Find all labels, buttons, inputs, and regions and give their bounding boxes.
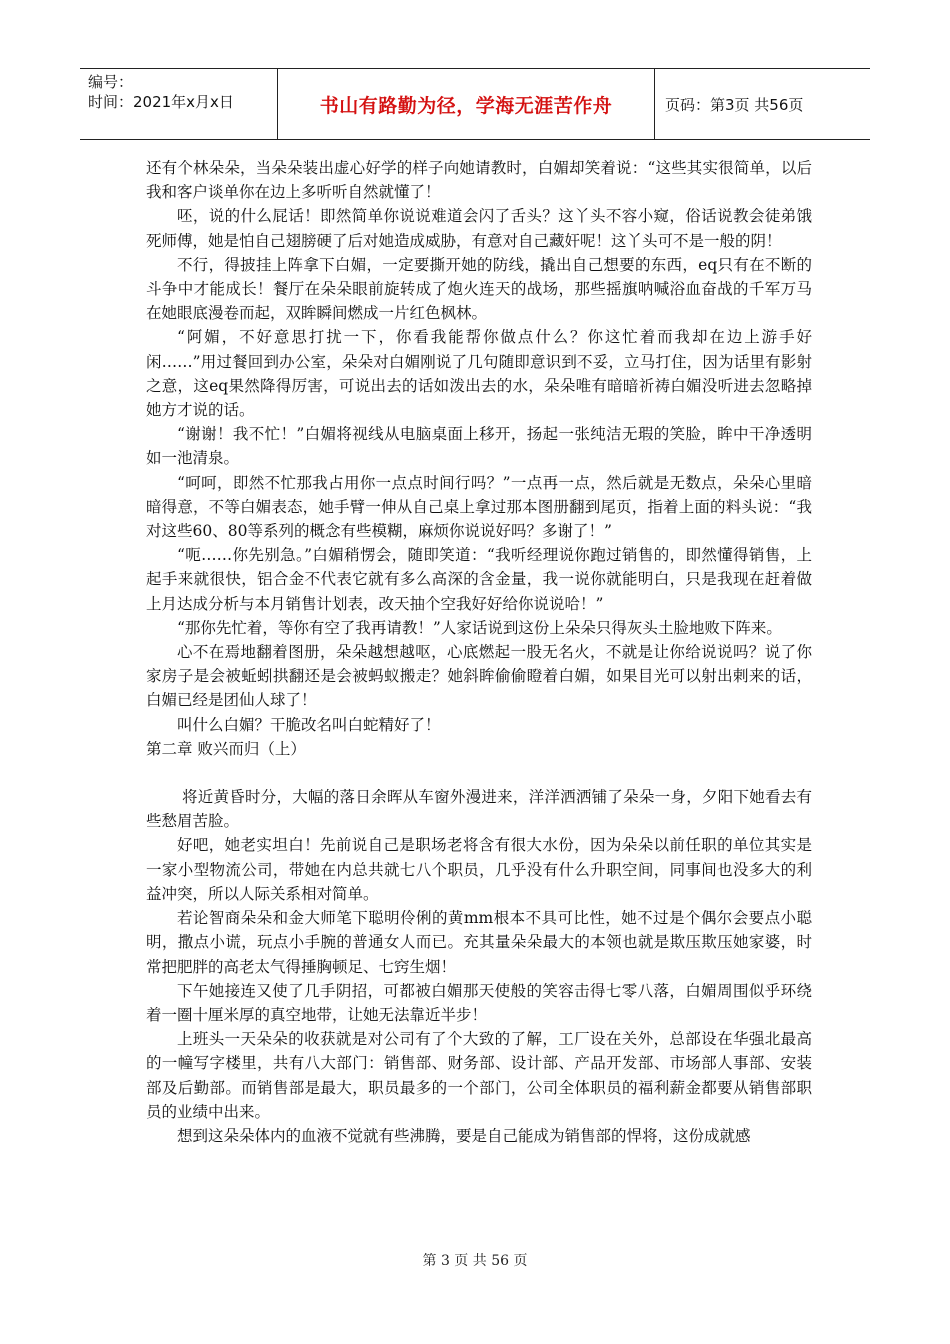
paragraph: 好吧，她老实坦白！先前说自己是职场老将含有很大水份，因为朵朵以前任职的单位其实是一家小型物流公司，带她在内总共就七八个职员，几乎没有什么升职空间，同事间也没多大的利益冲突，所以人际关系相对简单。 (146, 836, 812, 903)
page-footer: 第 3 页 共 56 页 (422, 1253, 528, 1269)
paragraph: 呸，说的什么屁话！即然简单你说说难道会闪了舌头？这丫头不容小窥，俗话说教会徒弟饿死师傅，她是怕自己翅膀硬了后对她造成威胁，有意对自己藏奸呢！这丫头可不是一般的阴！ (146, 207, 812, 250)
document-body (146, 156, 812, 1148)
paragraph: 心不在焉地翻着图册，朵朵越想越呕，心底燃起一股无名火，不就是让你给说说吗？说了你家房子是会被蚯蚓拱翻还是会被蚂蚁搬走？她斜眸偷偷瞪着白媚，如果目光可以射出剌来的话，白媚已经是团仙人球了！ (146, 643, 812, 710)
chapter-heading: 第二章 败兴而归（上） (146, 739, 306, 758)
paragraph: 若论智商朵朵和金大师笔下聪明伶俐的黄mm根本不具可比性，她不过是个偶尔会要点小聪明，撒点小谎，玩点小手腕的普通女人而已。充其量朵朵最大的本领也就是欺压欺压她家婆，时常把肥胖的高老太气得捶胸顿足、七窍生烟！ (146, 909, 812, 976)
page-header (80, 68, 870, 140)
paragraph: 下午她接连又使了几手阴招，可都被白媚那天使般的笑容击得七零八落，白媚周围似乎环绕着一圈十厘米厚的真空地带，让她无法靠近半步！ (146, 981, 812, 1024)
paragraph: “呵呵，即然不忙那我占用你一点点时间行吗？”一点再一点，然后就是无数点，朵朵心里暗暗得意，不等白媚表态，她手臂一伸从自己桌上拿过那本图册翻到尾页，指着上面的料头说：“我对这些60、80等系列的概念有些模糊，麻烦你说说好吗？多谢了！” (146, 473, 812, 541)
blank-line (146, 761, 812, 785)
paragraph: “谢谢！我不忙！”白媚将视线从电脑桌面上移开，扬起一张纯洁无瑕的笑脸，眸中干净透明如一池清泉。 (146, 425, 812, 468)
paragraph: 想到这朵朵体内的血液不觉就有些沸腾，要是自己能成为销售部的悍将，这份成就感 (177, 1126, 751, 1145)
paragraph: 上班头一天朵朵的收获就是对公司有了个大致的了解，工厂设在关外，总部设在华强北最高的一幢写字楼里，共有八大部门：销售部、财务部、设计部、产品开发部、市场部人事部、安装部及后勤部。而销售部是最大，职员最多的一个部门，公司全体职员的福利薪金都要从销售部职员的业绩中出来。 (146, 1030, 812, 1121)
header-motto: 书山有路勤为径，学海无涯苦作舟 (278, 69, 655, 139)
paragraph: 不行，得披挂上阵拿下白媚，一定要撕开她的防线，撬出自己想要的东西，eq只有在不断的斗争中才能成长！餐厅在朵朵眼前旋转成了炮火连天的战场，那些摇旗呐喊浴血奋战的千军万马在她眼底漫卷而起，双眸瞬间燃成一片红色枫林。 (146, 255, 812, 323)
paragraph: “阿媚，不好意思打扰一下，你看我能帮你做点什么？你这忙着而我却在边上游手好闲……”用过餐回到办公室，朵朵对白媚刚说了几句随即意识到不妥，立马打住，因为话里有影射之意，这eq果然降得厉害，可说出去的话如泼出去的水，朵朵唯有暗暗祈祷白媚没听进去忽略掉她方才说的话。 (146, 328, 812, 420)
paragraph: 将近黄昏时分，大幅的落日余晖从车窗外漫进来，洋洋洒洒铺了朵朵一身，夕阳下她看去有些愁眉苦脸。 (146, 788, 812, 831)
paragraph: 还有个林朵朵，当朵朵装出虚心好学的样子向她请教时，白媚却笑着说：“这些其实很简单，以后我和客户谈单你在边上多听听自然就懂了！ (146, 159, 812, 202)
header-page-number: 页码：第3页 共56页 (665, 95, 804, 114)
paragraph: “呃……你先别急。”白媚稍愣会，随即笑道：“我听经理说你跑过销售的，即然懂得销售，上起手来就很快，铝合金不代表它就有多么高深的含金量，我一说你就能明白，只是我现在赶着做上月达成分析与本月销售计划表，改天抽个空我好好给你说说哈！” (146, 546, 812, 613)
document-date-label: 时间：2021年x月x日 (88, 93, 234, 111)
paragraph: “那你先忙着，等你有空了我再请教！”人家话说到这份上朵朵只得灰头土脸地败下阵来。 (177, 618, 782, 637)
document-number-label: 编号： (88, 73, 134, 91)
paragraph: 叫什么白媚？干脆改名叫白蛇精好了！ (177, 715, 441, 734)
header-meta (80, 69, 278, 139)
